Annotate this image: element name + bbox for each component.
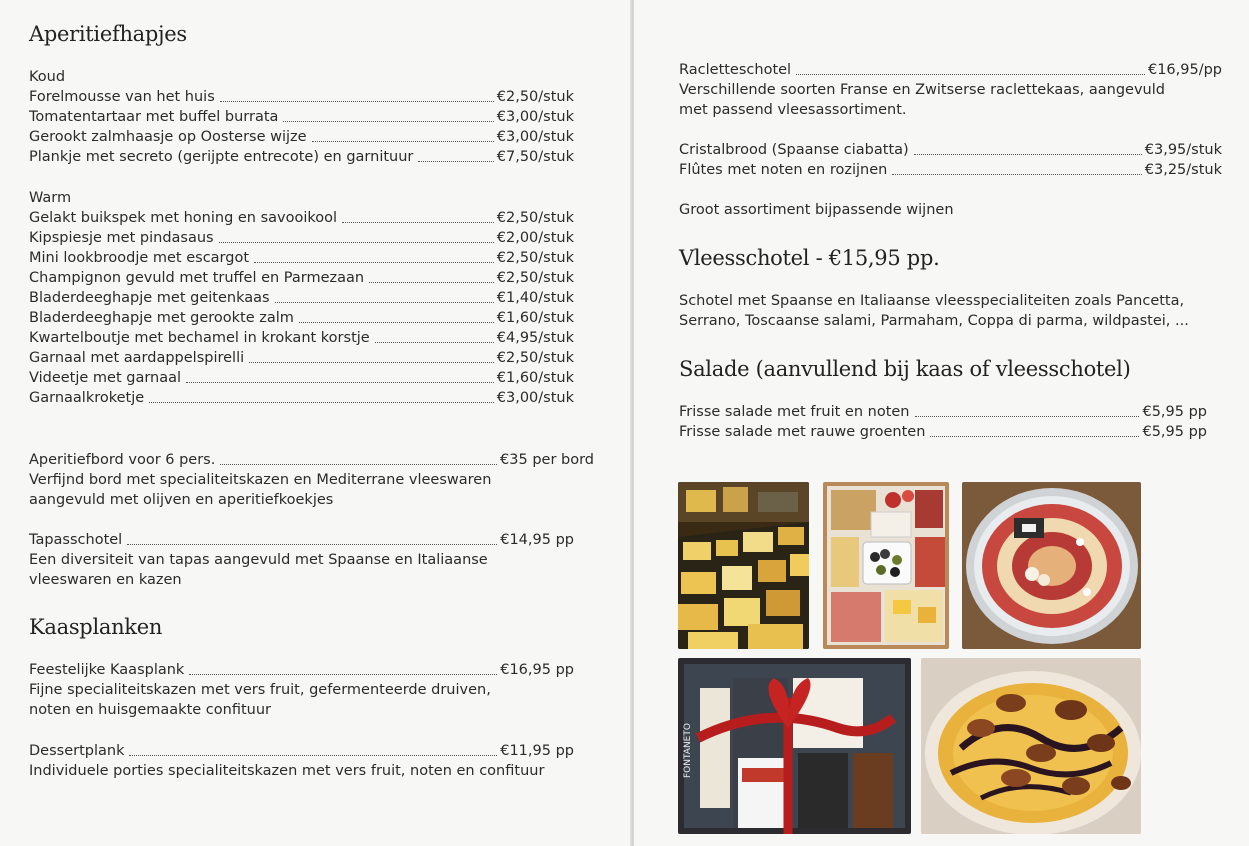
menu-item bbox=[29, 268, 574, 288]
menu-item bbox=[679, 140, 1222, 160]
item-price: €16,95 pp bbox=[500, 662, 574, 678]
warm-label: Warm bbox=[29, 190, 72, 206]
item-description: Verschillende soorten Franse en Zwitserse raclettekaas, aangevuld bbox=[679, 82, 1165, 98]
leader-dots bbox=[299, 308, 494, 323]
item-description: Schotel met Spaanse en Italiaanse vleesspecialiteiten zoals Pancetta, bbox=[679, 293, 1185, 309]
item-name: Kwartelboutje met bechamel in krokant korstje bbox=[29, 330, 370, 346]
item-description: Verfijnd bord met specialiteitskazen en Mediterrane vleeswaren bbox=[29, 472, 492, 488]
leader-dots bbox=[418, 147, 493, 162]
item-price: €3,00/stuk bbox=[496, 390, 574, 406]
item-price: €3,00/stuk bbox=[496, 109, 574, 125]
leader-dots bbox=[219, 228, 494, 243]
leader-dots bbox=[915, 402, 1140, 417]
item-price: €1,40/stuk bbox=[496, 290, 574, 306]
dessertplank bbox=[29, 741, 574, 781]
menu-item bbox=[29, 147, 574, 167]
item-price: €16,95/pp bbox=[1147, 62, 1222, 78]
meat-platter-photo bbox=[962, 482, 1141, 649]
item-name: Frisse salade met fruit en noten bbox=[679, 404, 910, 420]
leader-dots bbox=[930, 422, 1139, 437]
menu-item bbox=[29, 208, 574, 228]
item-name: Kipspiesje met pindasaus bbox=[29, 230, 214, 246]
item-price: €2,50/stuk bbox=[496, 270, 574, 286]
leader-dots bbox=[129, 741, 497, 756]
salade-list bbox=[679, 402, 1207, 442]
menu-item bbox=[29, 228, 574, 248]
section-title-aperitief: Aperitiefhapjes bbox=[29, 22, 187, 46]
item-name: Plankje met secreto (gerijpte entrecote) en garnituur bbox=[29, 149, 414, 165]
item-name: Gerookt zalmhaasje op Oosterse wijze bbox=[29, 129, 307, 145]
leader-dots bbox=[186, 368, 494, 383]
feestelijke-kaasplank bbox=[29, 660, 574, 720]
item-price: €1,60/stuk bbox=[496, 370, 574, 386]
vleesschotel-section bbox=[679, 246, 939, 270]
leader-dots bbox=[375, 328, 494, 343]
koud-list bbox=[29, 67, 574, 167]
aperitief-section bbox=[29, 22, 187, 46]
leader-dots bbox=[254, 248, 494, 263]
leader-dots bbox=[275, 288, 494, 303]
baked-cheese-photo bbox=[921, 658, 1141, 834]
item-price: €3,25/stuk bbox=[1144, 162, 1222, 178]
item-name: Videetje met garnaal bbox=[29, 370, 182, 386]
item-description: met passend vleesassortiment. bbox=[679, 102, 907, 118]
item-name: Dessertplank bbox=[29, 743, 125, 759]
item-name: Garnaalkroketje bbox=[29, 390, 145, 406]
item-price: €2,00/stuk bbox=[496, 230, 574, 246]
leader-dots bbox=[127, 530, 497, 545]
right-page bbox=[634, 0, 1249, 846]
menu-item bbox=[29, 328, 574, 348]
tapasschotel bbox=[29, 530, 574, 590]
item-name: Champignon gevuld met truffel en Parmezaan bbox=[29, 270, 365, 286]
section-title-salade: Salade (aanvullend bij kaas of vleesschotel) bbox=[679, 357, 1131, 381]
leader-dots bbox=[796, 60, 1145, 75]
leader-dots bbox=[220, 450, 497, 465]
leader-dots bbox=[369, 268, 494, 283]
item-name: Mini lookbroodje met escargot bbox=[29, 250, 250, 266]
item-name: Tomatentartaar met buffel burrata bbox=[29, 109, 279, 125]
menu-item bbox=[29, 530, 574, 550]
section-title-kaasplanken: Kaasplanken bbox=[29, 615, 163, 639]
leader-dots bbox=[220, 87, 494, 102]
item-price: €2,50/stuk bbox=[496, 89, 574, 105]
item-price: €3,95/stuk bbox=[1144, 142, 1222, 158]
item-name: Feestelijke Kaasplank bbox=[29, 662, 185, 678]
item-price: €11,95 pp bbox=[500, 743, 574, 759]
warm-list bbox=[29, 188, 574, 408]
salade-section bbox=[679, 357, 1131, 381]
item-price: €5,95 pp bbox=[1142, 424, 1207, 440]
menu-item bbox=[29, 388, 574, 408]
leader-dots bbox=[342, 208, 494, 223]
menu-item bbox=[29, 660, 574, 680]
wine-text: Groot assortiment bijpassende wijnen bbox=[679, 202, 954, 218]
tapas-board-photo bbox=[823, 482, 949, 649]
menu-item bbox=[29, 368, 574, 388]
item-price: €5,95 pp bbox=[1142, 404, 1207, 420]
leader-dots bbox=[283, 107, 493, 122]
leader-dots bbox=[249, 348, 494, 363]
gift-side-text: FONTANETO bbox=[683, 723, 693, 778]
item-name: Forelmousse van het huis bbox=[29, 89, 215, 105]
leader-dots bbox=[312, 127, 494, 142]
menu-item bbox=[29, 450, 594, 470]
item-description: noten en huisgemaakte confituur bbox=[29, 702, 271, 718]
item-name: Aperitiefbord voor 6 pers. bbox=[29, 452, 216, 468]
item-price: €35 per bord bbox=[500, 452, 594, 468]
menu-item bbox=[29, 87, 574, 107]
menu-item bbox=[679, 160, 1222, 180]
item-name: Gelakt buikspek met honing en savooikool bbox=[29, 210, 338, 226]
menu-item bbox=[679, 60, 1222, 80]
item-name: Cristalbrood (Spaanse ciabatta) bbox=[679, 142, 909, 158]
vleesschotel-desc bbox=[679, 291, 1189, 331]
menu-item bbox=[679, 422, 1207, 442]
item-price: €2,50/stuk bbox=[496, 250, 574, 266]
item-description: Een diversiteit van tapas aangevuld met Spaanse en Italiaanse bbox=[29, 552, 488, 568]
leader-dots bbox=[892, 160, 1141, 175]
koud-label: Koud bbox=[29, 69, 66, 85]
menu-item bbox=[29, 248, 574, 268]
section-title-vleesschotel: Vleesschotel - €15,95 pp. bbox=[679, 246, 940, 270]
wijnen-note bbox=[679, 200, 954, 220]
brood-list bbox=[679, 140, 1222, 180]
menu-item bbox=[29, 107, 574, 127]
cheese-counter-photo bbox=[678, 482, 809, 649]
kaas-section bbox=[29, 615, 162, 639]
item-description: Individuele porties specialiteitskazen met vers fruit, noten en confituur bbox=[29, 763, 545, 779]
leader-dots bbox=[149, 388, 494, 403]
item-name: Racletteschotel bbox=[679, 62, 792, 78]
item-name: Bladerdeeghapje met gerookte zalm bbox=[29, 310, 294, 326]
menu-item bbox=[29, 308, 574, 328]
item-name: Tapasschotel bbox=[29, 532, 123, 548]
item-name: Flûtes met noten en rozijnen bbox=[679, 162, 888, 178]
aperitiefbord bbox=[29, 450, 594, 510]
menu-item bbox=[29, 288, 574, 308]
item-description: vleeswaren en kazen bbox=[29, 572, 182, 588]
menu-item bbox=[29, 127, 574, 147]
item-price: €3,00/stuk bbox=[496, 129, 574, 145]
item-price: €2,50/stuk bbox=[496, 210, 574, 226]
item-price: €7,50/stuk bbox=[496, 149, 574, 165]
gift-package-photo bbox=[678, 658, 911, 834]
item-price: €4,95/stuk bbox=[496, 330, 574, 346]
item-price: €14,95 pp bbox=[500, 532, 574, 548]
racletteschotel bbox=[679, 60, 1222, 120]
item-price: €1,60/stuk bbox=[496, 310, 574, 326]
menu-item bbox=[29, 348, 574, 368]
menu-item bbox=[679, 402, 1207, 422]
item-name: Garnaal met aardappelspirelli bbox=[29, 350, 245, 366]
menu-item bbox=[29, 741, 574, 761]
item-description: Fijne specialiteitskazen met vers fruit, gefermenteerde druiven, bbox=[29, 682, 491, 698]
leader-dots bbox=[189, 660, 497, 675]
item-price: €2,50/stuk bbox=[496, 350, 574, 366]
item-name: Frisse salade met rauwe groenten bbox=[679, 424, 926, 440]
leader-dots bbox=[914, 140, 1142, 155]
item-name: Bladerdeeghapje met geitenkaas bbox=[29, 290, 270, 306]
item-description: Serrano, Toscaanse salami, Parmaham, Coppa di parma, wildpastei, ... bbox=[679, 313, 1189, 329]
item-description: aangevuld met olijven en aperitiefkoekjes bbox=[29, 492, 334, 508]
